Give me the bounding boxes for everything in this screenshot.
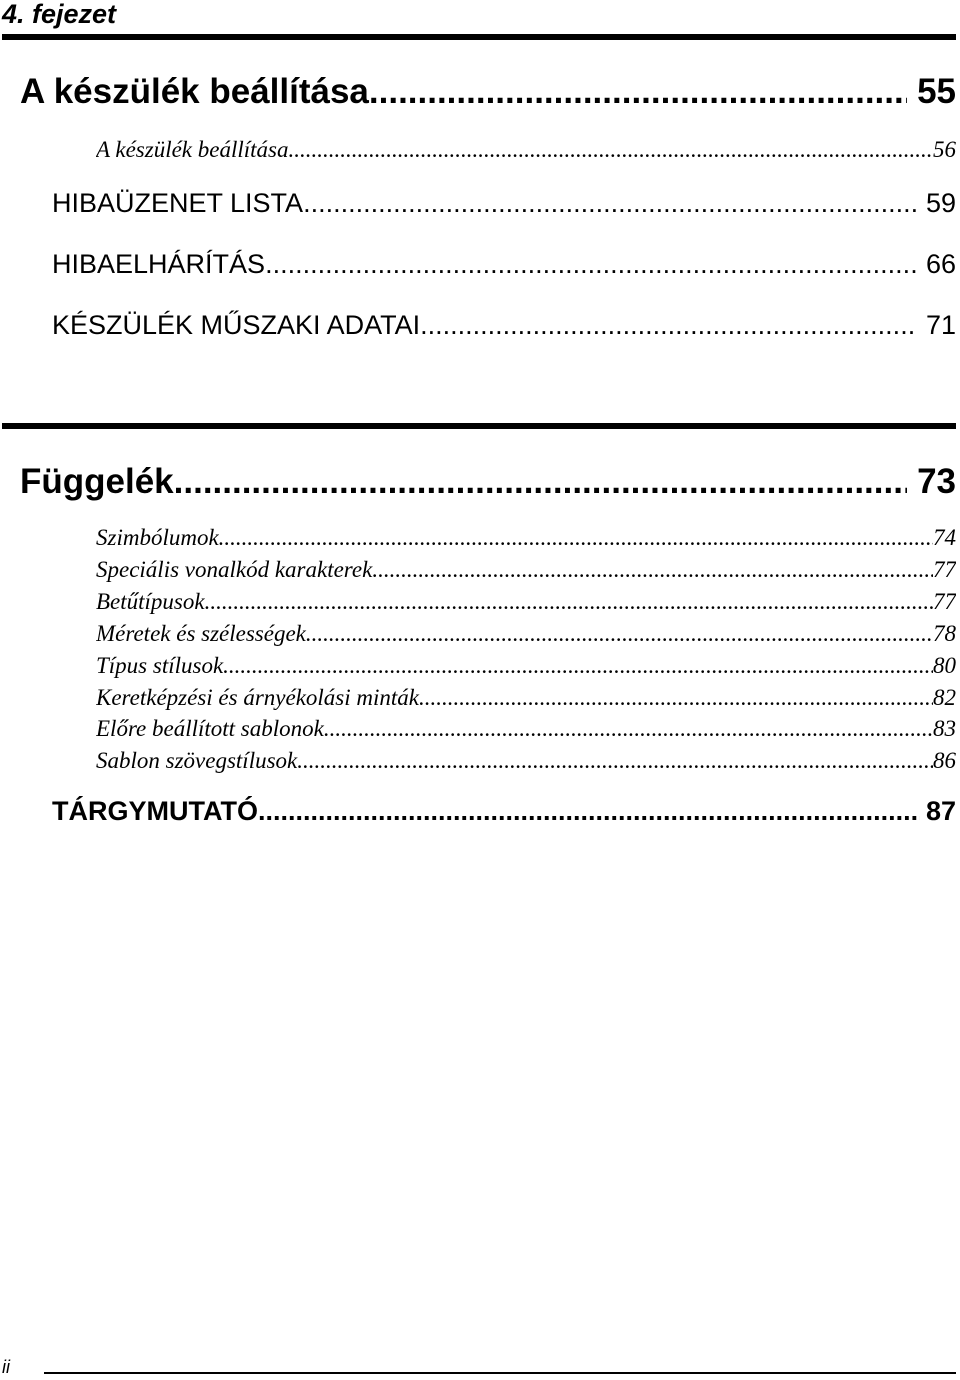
toc-page: 66 bbox=[925, 249, 956, 279]
toc-leader bbox=[258, 796, 920, 827]
toc-title: HIBAÜZENET LISTA bbox=[52, 188, 304, 218]
top-rule bbox=[2, 34, 956, 40]
toc-leader bbox=[303, 188, 916, 219]
toc-leader bbox=[372, 557, 933, 583]
toc-page: 82 bbox=[933, 685, 956, 710]
toc-leader bbox=[420, 310, 916, 341]
footer-rule bbox=[44, 1372, 956, 1374]
toc-title: Méretek és szélességek bbox=[96, 621, 306, 646]
toc-title: A készülék beállítása bbox=[96, 137, 289, 162]
toc-leader bbox=[174, 462, 907, 502]
chapter-label: 4. fejezet bbox=[2, 0, 117, 29]
toc-page: 71 bbox=[925, 310, 956, 340]
toc-leader bbox=[369, 72, 907, 112]
toc-title: Sablon szövegstílusok bbox=[96, 748, 298, 773]
toc-title: Betűtípusok bbox=[96, 589, 205, 614]
toc-leader bbox=[205, 589, 933, 615]
toc-page: 77 bbox=[933, 557, 956, 582]
toc-leader bbox=[306, 621, 933, 647]
toc-leader bbox=[219, 525, 933, 551]
toc-entry[interactable] bbox=[96, 621, 956, 651]
toc-leader bbox=[223, 653, 933, 679]
toc-leader bbox=[419, 685, 933, 711]
toc-page: 77 bbox=[933, 589, 956, 614]
toc-title: Előre beállított sablonok bbox=[96, 716, 324, 741]
toc-page: 83 bbox=[933, 716, 956, 741]
toc-page: 56 bbox=[933, 137, 956, 162]
toc-index-entry[interactable] bbox=[52, 796, 956, 830]
toc-entry[interactable] bbox=[96, 525, 956, 555]
toc-title: Szimbólumok bbox=[96, 525, 219, 550]
toc-leader bbox=[288, 137, 933, 163]
toc-entry[interactable] bbox=[52, 310, 956, 344]
toc-title: Típus stílusok bbox=[96, 653, 224, 678]
toc-page: 87 bbox=[925, 796, 956, 826]
toc-entry[interactable] bbox=[52, 188, 956, 222]
toc-entry[interactable] bbox=[96, 748, 956, 778]
toc-page: 59 bbox=[925, 188, 956, 218]
section-rule bbox=[2, 423, 956, 429]
toc-page: 73 bbox=[917, 462, 956, 501]
toc-page: 74 bbox=[933, 525, 956, 550]
toc-entry[interactable] bbox=[96, 716, 956, 746]
toc-title: Keretképzési és árnyékolási minták bbox=[96, 685, 419, 710]
toc-leader bbox=[324, 716, 933, 742]
toc-section-title[interactable] bbox=[20, 462, 956, 506]
toc-title: Speciális vonalkód karakterek bbox=[96, 557, 373, 582]
toc-page: 55 bbox=[917, 72, 956, 111]
toc-page: 86 bbox=[933, 748, 956, 773]
toc-entry[interactable] bbox=[96, 557, 956, 587]
toc-entry[interactable] bbox=[96, 589, 956, 619]
toc-entry[interactable] bbox=[96, 137, 956, 167]
toc-page: 78 bbox=[933, 621, 956, 646]
toc-title: Függelék bbox=[20, 462, 174, 501]
toc-entry[interactable] bbox=[96, 685, 956, 715]
toc-title: KÉSZÜLÉK MŰSZAKI ADATAI bbox=[52, 310, 421, 340]
toc-leader bbox=[297, 748, 933, 774]
footer-page-number: ii bbox=[2, 1357, 10, 1377]
toc-title: HIBAELHÁRÍTÁS bbox=[52, 249, 266, 279]
toc-title: A készülék beállítása bbox=[20, 72, 369, 111]
toc-entry[interactable] bbox=[52, 249, 956, 283]
toc-entry[interactable] bbox=[96, 653, 956, 683]
toc-section-title[interactable] bbox=[20, 72, 956, 116]
toc-title: TÁRGYMUTATÓ bbox=[52, 796, 258, 826]
toc-leader bbox=[265, 249, 916, 280]
toc-page: 80 bbox=[933, 653, 956, 678]
